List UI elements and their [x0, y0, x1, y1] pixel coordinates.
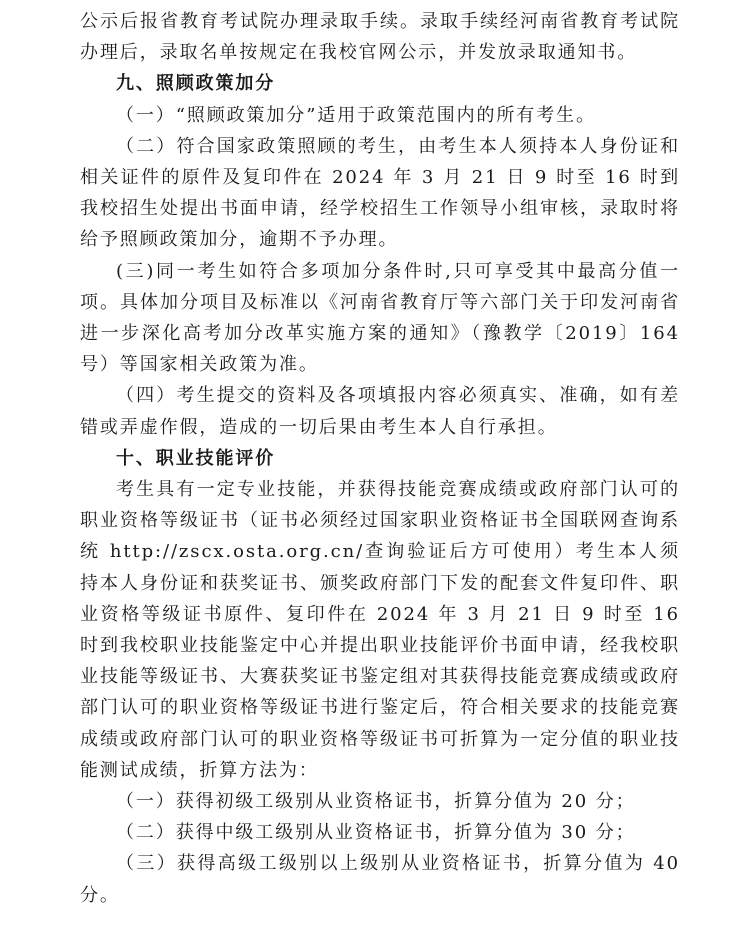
section-9-paragraph-2: （二）符合国家政策照顾的考生，由考生本人须持本人身份证和相关证件的原件及复印件在 2024 年 3 月 21 日 9 时至 16 时到我校招生处提出书面申请，经学校招生工作领导小组审核，录取时将给予照顾政策加分，逾期不予办理。: [80, 135, 680, 251]
intro-paragraph: 公示后报省教育考试院办理录取手续。录取手续经河南省教育考试院办理后，录取名单按规定在我校官网公示，并发放录取通知书。: [80, 11, 680, 64]
section-9-paragraph-3: (三)同一考生如符合多项加分条件时,只可享受其中最高分值一项。具体加分项目及标准以《河南省教育厅等六部门关于印发河南省进一步深化高考加分改革实施方案的通知》（豫教学〔2019〕164 号）等国家相关政策为准。: [80, 260, 680, 376]
section-9-heading: 九、照顾政策加分: [116, 73, 276, 95]
section-10-paragraph-1: 考生具有一定专业技能，并获得技能竞赛成绩或政府部门认可的职业资格等级证书（证书必须经过国家职业资格证书全国联网查询系统 http://zscx.osta.org.cn/查询验证后方可使用）考生本人须持本人身份证和获奖证书、颁奖政府部门下发的配套文件复印件、职业资格等级证书原件、复印件在 2024 年 3 月 21 日 9 时至 16 时到我校职业技能鉴定中心并提出职业技能评价书面申请，经我校职业技能等级证书、大赛获奖证书鉴定组对其获得技能竞赛成绩或政府部门认可的职业资格等级证书进行鉴定后，符合相关要求的技能竞赛成绩或政府部门认可的职业资格等级证书可折算为一定分值的职业技能测试成绩，折算方法为：: [80, 479, 680, 781]
section-10-paragraph-2: （一）获得初级工级别从业资格证书，折算分值为 20 分；: [116, 791, 636, 813]
section-9-paragraph-4: （四）考生提交的资料及各项填报内容必须真实、准确，如有差错或弄虚作假，造成的一切后果由考生本人自行承担。: [80, 385, 680, 438]
section-10-paragraph-3: （二）获得中级工级别从业资格证书，折算分值为 30 分；: [116, 822, 636, 844]
section-9-paragraph-1: （一）“照顾政策加分”适用于政策范围内的所有考生。: [116, 104, 596, 126]
document-page: [80, 6, 680, 911]
section-10-heading: 十、职业技能评价: [116, 447, 276, 469]
section-10-paragraph-4: （三）获得高级工级别以上级别从业资格证书，折算分值为 40 分。: [80, 853, 680, 906]
